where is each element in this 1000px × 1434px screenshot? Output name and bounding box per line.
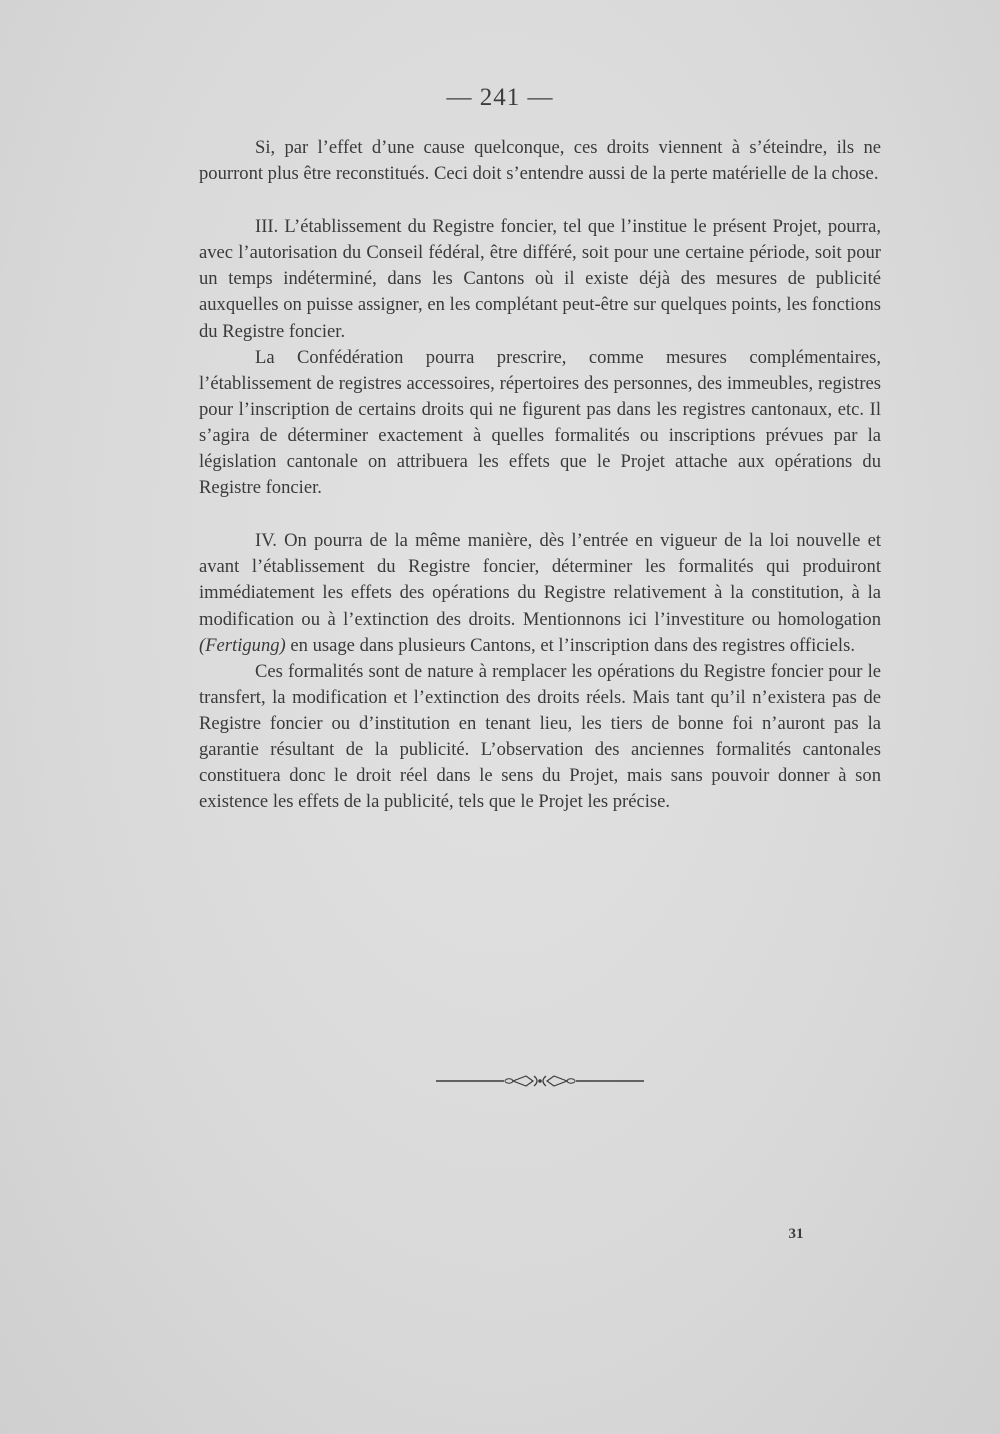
paragraph-section-iii: III. L’établissement du Registre foncier, tel que l’institue le présent Projet, pourra, avec l’autorisation du Conseil fédéral, être différé, soit pour une certaine période, soit pour un temps indéterminé, dans les Cantons où il existe déjà des mesures de publicité auxquelles on puisse assigner, en les complétant peut-être sur quelques points, les fonctions du Registre foncier.: [199, 216, 881, 342]
folio-number: 31: [788, 1226, 804, 1242]
paragraph-effet: Si, par l’effet d’une cause quelconque, ces droits viennent à s’éteindre, ils ne pourront plus être reconstitués. Ceci doit s’entendre aussi de la perte matérielle de la chose.: [199, 137, 881, 185]
paragraph-confederation: La Confédération pourra prescrire, comme mesures complémentaires, l’établissement de registres accessoires, répertoires des personnes, des immeubles, registres pour l’inscription de certains droits qui ne figurent pas dans les registres cantonaux, etc. Il s’agira de déterminer exactement à quelles formalités ou inscriptions prévues par la législation cantonale on attribuera les effets que le Projet attache aux opérations du Registre foncier.: [199, 346, 881, 499]
paragraph-section-iv: [199, 528, 881, 658]
paragraph-section-iv-text-end: en usage dans plusieurs Cantons, et l’inscription dans des registres officiels.: [285, 634, 855, 656]
paragraph-section-iv-text: IV. On pourra de la même manière, dès l’entrée en vigueur de la loi nouvelle et avant l’établissement du Registre foncier, déterminer les formalités qui produiront immédiatement les effets des opérations du Registre relativement à la constitution, à la modification ou à l’extinction des droits. Mentionnons ici l’investiture ou homologation: [199, 530, 881, 630]
body-text: [199, 135, 881, 815]
ornamental-rule-icon: [436, 1072, 644, 1090]
page-number-header: — 241 —: [446, 84, 554, 111]
fertigung-term: (Fertigung): [199, 634, 286, 656]
paragraph-formalites: Ces formalités sont de nature à remplacer les opérations du Registre foncier pour le transfert, la modification et l’extinction des droits réels. Mais tant qu’il n’existera pas de Registre foncier ou d’institution en tenant lieu, les tiers de bonne foi n’auront pas la garantie résultant de la publicité. L’observation des anciennes formalités cantonales constituera donc le droit réel dans le sens du Projet, mais sans pouvoir donner à son existence les effets de la publicité, tels que le Projet les précise.: [199, 660, 881, 813]
